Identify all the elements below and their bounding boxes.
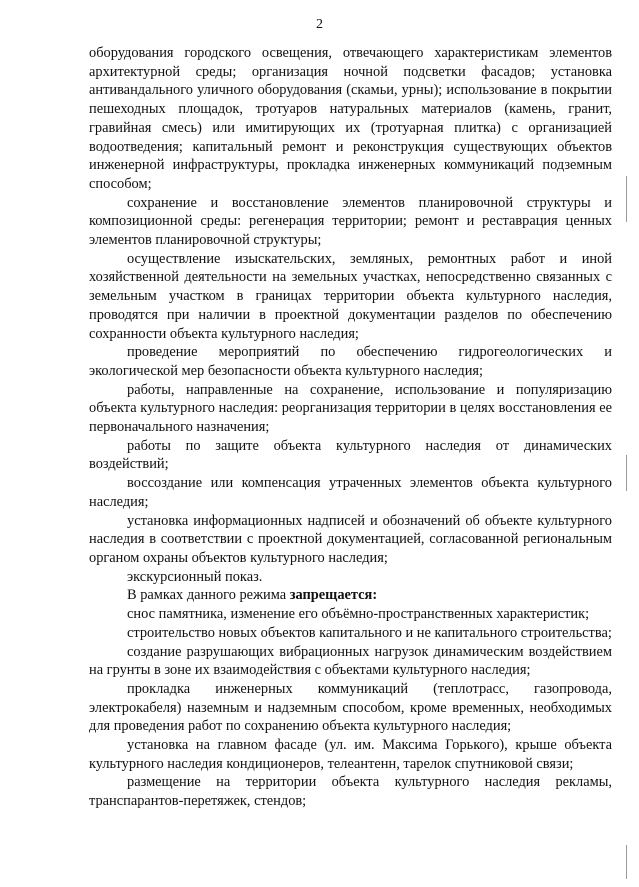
paragraph: работы, направленные на сохранение, использование и популяризацию объекта культурного наследия: реорганизация территории в целях восстановления ее первоначального назначения; [89,381,612,436]
paragraph: оборудования городского освещения, отвечающего характеристикам элементов архитектурной среды; организация ночной подсветки фасадов; установка антивандального уличного оборудования (скамьи, урны); использование в покрытии пешеходных площадок, тротуаров натуральных материалов (камень, гранит, гравийная смесь) или имитирующих их (тротуарная плитка) с организацией водоотведения; капитальный ремонт и реконструкция существующих объектов инженерной инфраструктуры, прокладка инженерных коммуникаций подземным способом; [89,45,612,192]
page-number: 2 [316,17,323,32]
paragraph: сохранение и восстановление элементов планировочной структуры и композиционной среды: регенерация территории; ремонт и реставрация ценных элементов планировочной структуры; [89,194,612,249]
paragraph: работы по защите объекта культурного наследия от динамических воздействий; [89,437,612,473]
prohibited-item: прокладка инженерных коммуникаций (теплотрасс, газопровода, электрокабеля) наземным и надземным способом, кроме временных, необходимых для проведения работ по сохранению объекта культурного наследия; [89,680,612,735]
prohibited-item: размещение на территории объекта культурного наследия рекламы, транспарантов-перетяжек, стендов; [89,774,612,810]
scan-edge-mark [626,845,627,879]
paragraph: установка информационных надписей и обозначений об объекте культурного наследия в соответствии с проектной документацией, согласованной региональным органом охраны объектов культурного наследия; [89,512,612,566]
paragraph: воссоздание или компенсация утраченных элементов объекта культурного наследия; [89,475,612,510]
paragraph: осуществление изыскательских, земляных, ремонтных работ и иной хозяйственной деятельности на земельных участках, непосредственно связанных с земельным участком в границах территории объекта культурного наследия, проводятся при наличии в проектной документации разделов по обеспечению сохранности объекта культурного наследия; [89,250,612,342]
prohibited-item: строительство новых объектов капитального и не капитального строительства; [127,624,612,641]
document-body [89,44,612,811]
prohibited-item: установка на главном фасаде (ул. им. Максима Горького), крыше объекта культурного наследия кондиционеров, телеантенн, тарелок спутниковой связи; [89,737,612,772]
prohibited-item: создание разрушающих вибрационных нагрузок динамическим воздействием на грунты в зоне их взаимодействия с объектами культурного наследия; [89,643,612,679]
prohibited-intro [89,586,612,605]
prohibited-intro-prefix: В рамках данного режима [127,587,290,604]
prohibited-item: снос памятника, изменение его объёмно-пространственных характеристик; [127,606,590,623]
paragraph: проведение мероприятий по обеспечению гидрогеологических и экологической мер безопасности объекта культурного наследия; [89,344,612,379]
scan-edge-mark [626,455,627,491]
prohibited-intro-emphasis: запрещается: [289,587,378,604]
paragraph: экскурсионный показ. [127,568,263,585]
scan-edge-mark [626,176,627,222]
